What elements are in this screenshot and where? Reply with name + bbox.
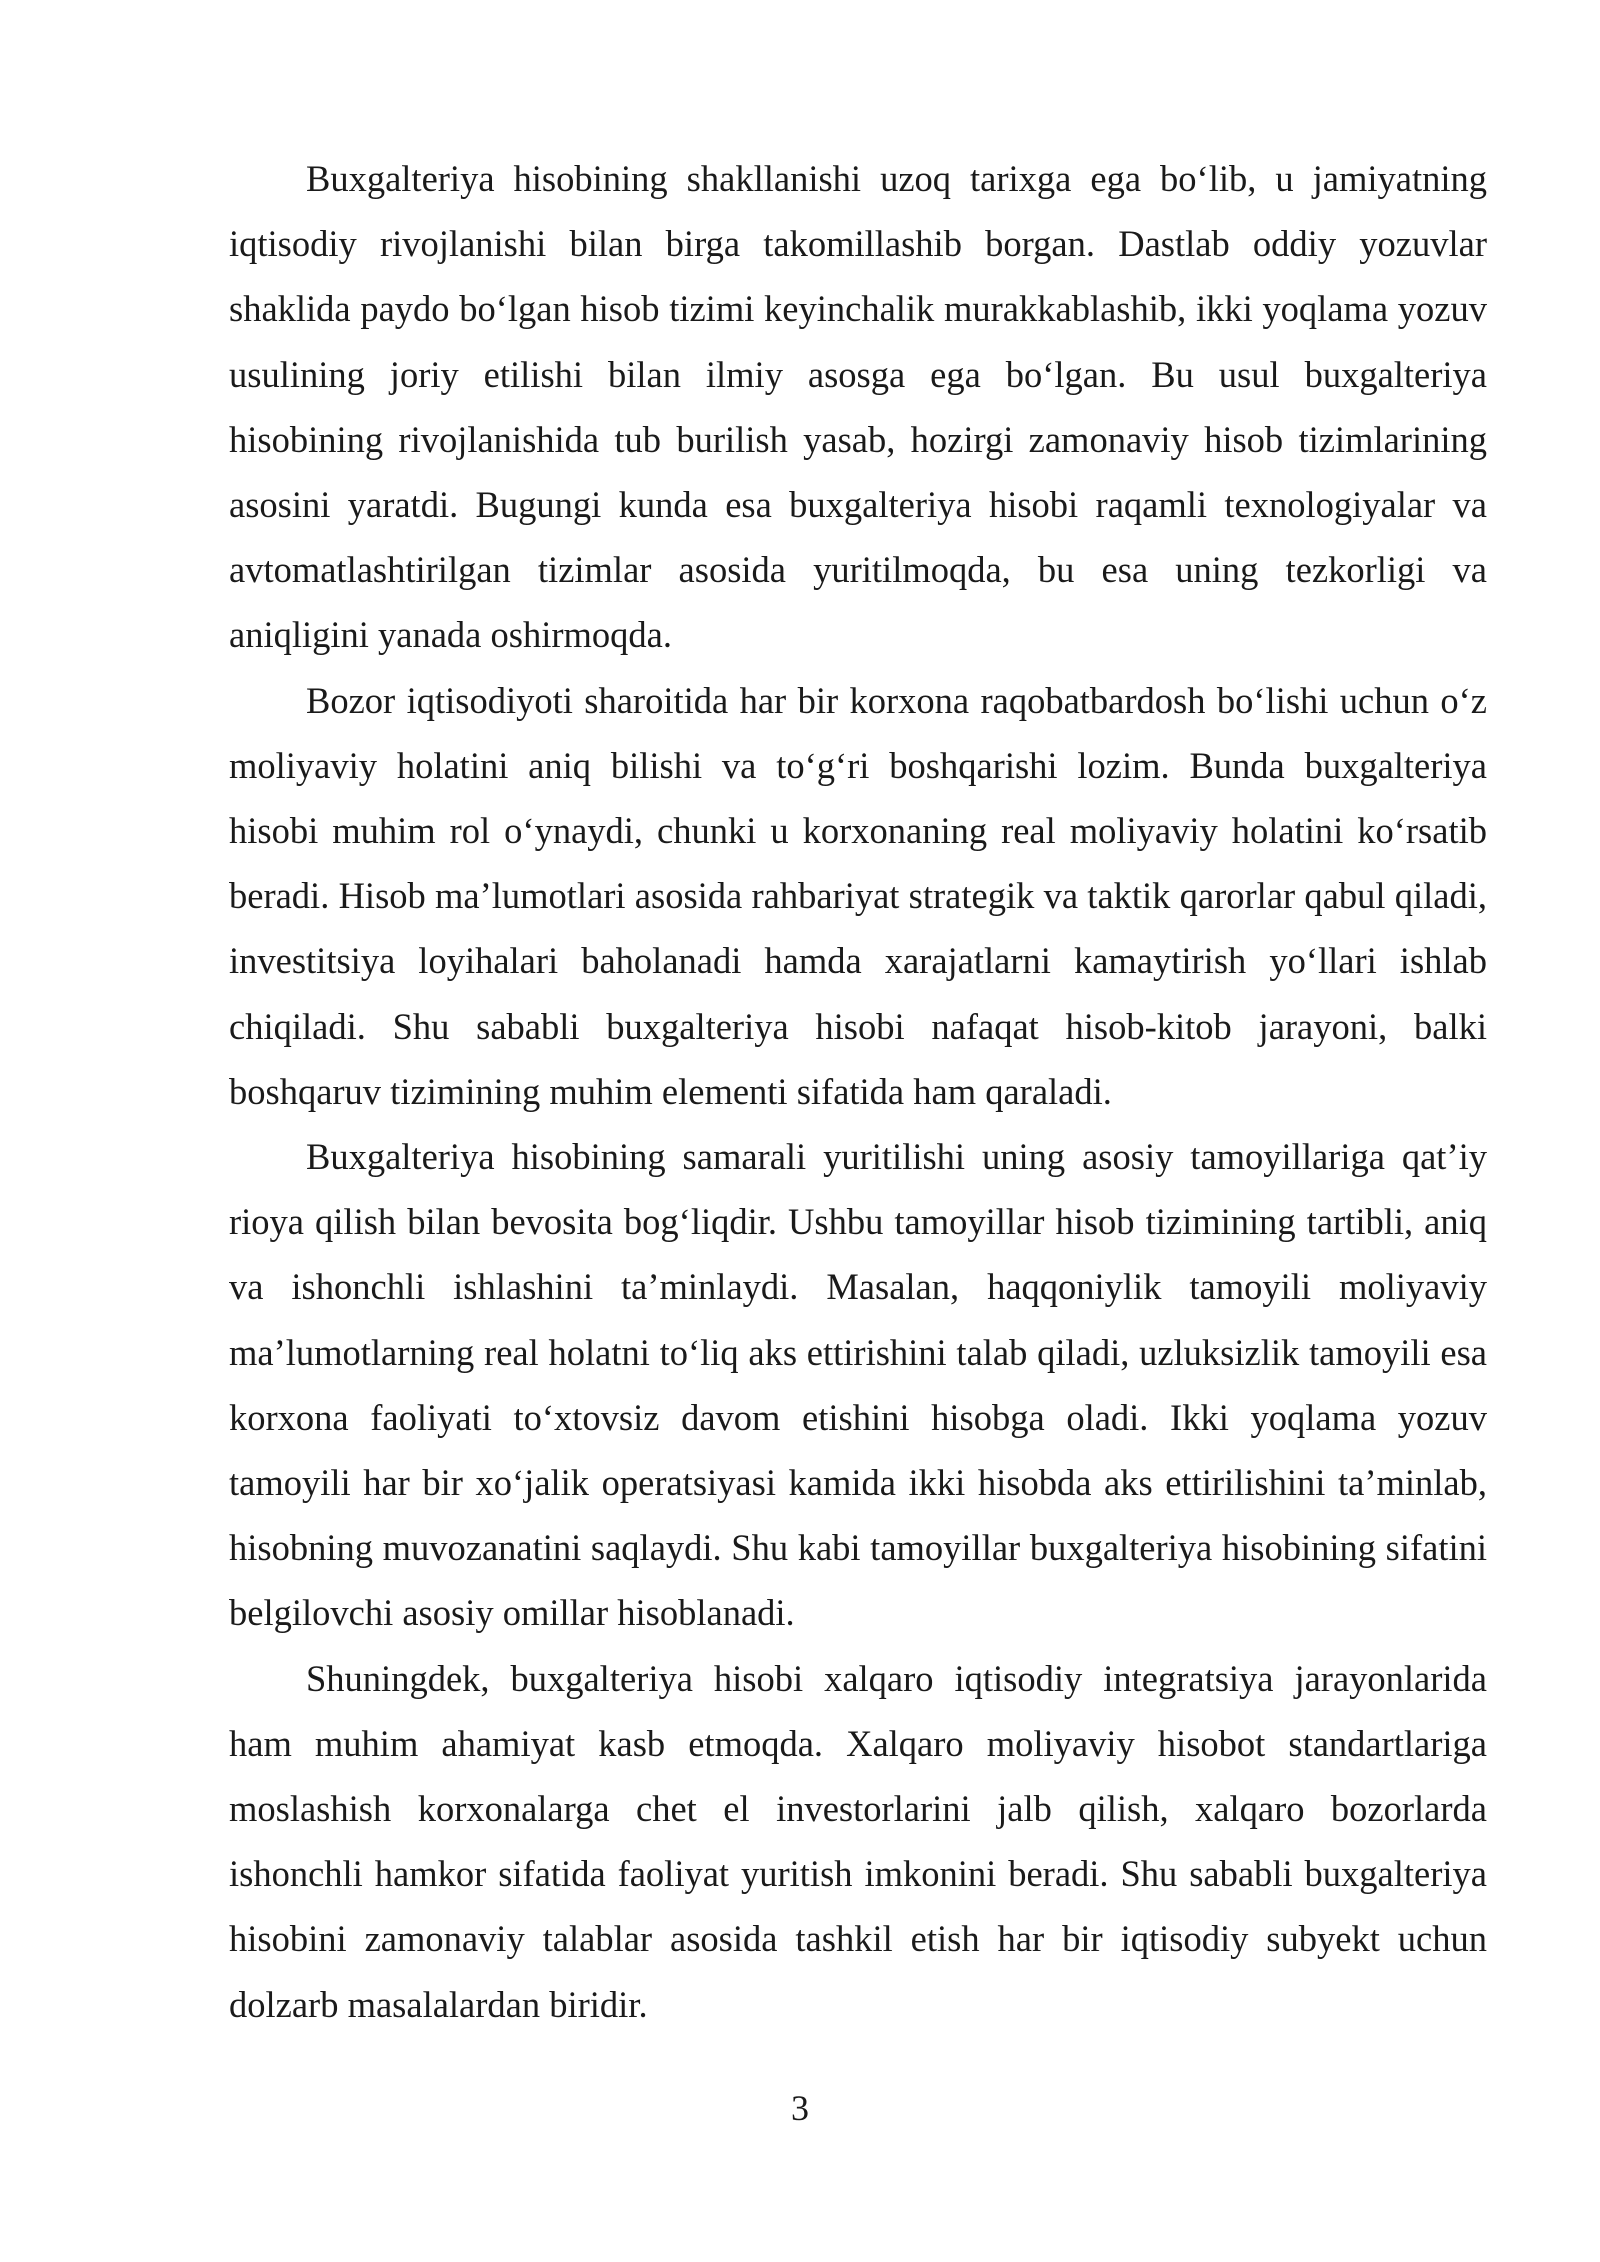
paragraph-1: Buxgalteriya hisobining shakllanishi uzoq tarixga ega bo‘lib, u jamiyatning iqtisodiy rivojlanishi bilan birga takomillashib borgan. Dastlab oddiy yozuvlar shaklida paydo bo‘lgan hisob tizimi keyinchalik murakkablashib, ikki yoqlama yozuv usulining joriy etilishi bilan ilmiy asosga ega bo‘lgan. Bu usul buxgalteriya hisobining rivojlanishida tub burilish yasab, hozirgi zamonaviy hisob tizimlarining asosini yaratdi. Bugungi kunda esa buxgalteriya hisobi raqamli texnologiyalar va avtomatlashtirilgan tizimlar asosida yuritilmoqda, bu esa uning tezkorligi va aniqligini yanada oshirmoqda. (229, 158, 1487, 656)
paragraph-4: Shuningdek, buxgalteriya hisobi xalqaro iqtisodiy integratsiya jarayonlarida ham muhim ahamiyat kasb etmoqda. Xalqaro moliyaviy hisobot standartlariga moslashish korxonalarga chet el investorlarini jalb qilish, xalqaro bozorlarda ishonchli hamkor sifatida faoliyat yuritish imkonini beradi. Shu sababli buxgalteriya hisobini zamonaviy talablar asosida tashkil etish har bir iqtisodiy subyekt uchun dolzarb masalalardan biridir. (229, 1657, 1487, 2025)
paragraph-2: Bozor iqtisodiyoti sharoitida har bir korxona raqobatbardosh bo‘lishi uchun o‘z moliyaviy holatini aniq bilishi va to‘g‘ri boshqarishi lozim. Bunda buxgalteriya hisobi muhim rol o‘ynaydi, chunki u korxonaning real moliyaviy holatini ko‘rsatib beradi. Hisob ma’lumotlari asosida rahbariyat strategik va taktik qarorlar qabul qiladi, investitsiya loyihalari baholanadi hamda xarajatlarni kamaytirish yo‘llari ishlab chiqiladi. Shu sababli buxgalteriya hisobi nafaqat hisob-kitob jarayoni, balki boshqaruv tizimining muhim elementi sifatida ham qaraladi. (229, 679, 1487, 1112)
page-number: 3 (791, 2088, 809, 2128)
paragraph-3: Buxgalteriya hisobining samarali yuritilishi uning asosiy tamoyillariga qat’iy rioya qilish bilan bevosita bog‘liqdir. Ushbu tamoyillar hisob tizimining tartibli, aniq va ishonchli ishlashini ta’minlaydi. Masalan, haqqoniylik tamoyili moliyaviy ma’lumotlarning real holatni to‘liq aks ettirishini talab qiladi, uzluksizlik tamoyili esa korxona faoliyati to‘xtovsiz davom etishini hisobga oladi. Ikki yoqlama yozuv tamoyili har bir xo‘jalik operatsiyasi kamida ikki hisobda aks ettirilishini ta’minlab, hisobning muvozanatini saqlaydi. Shu kabi tamoyillar buxgalteriya hisobining sifatini belgilovchi asosiy omillar hisoblanadi. (229, 1136, 1487, 1634)
body-text (229, 146, 1487, 2037)
